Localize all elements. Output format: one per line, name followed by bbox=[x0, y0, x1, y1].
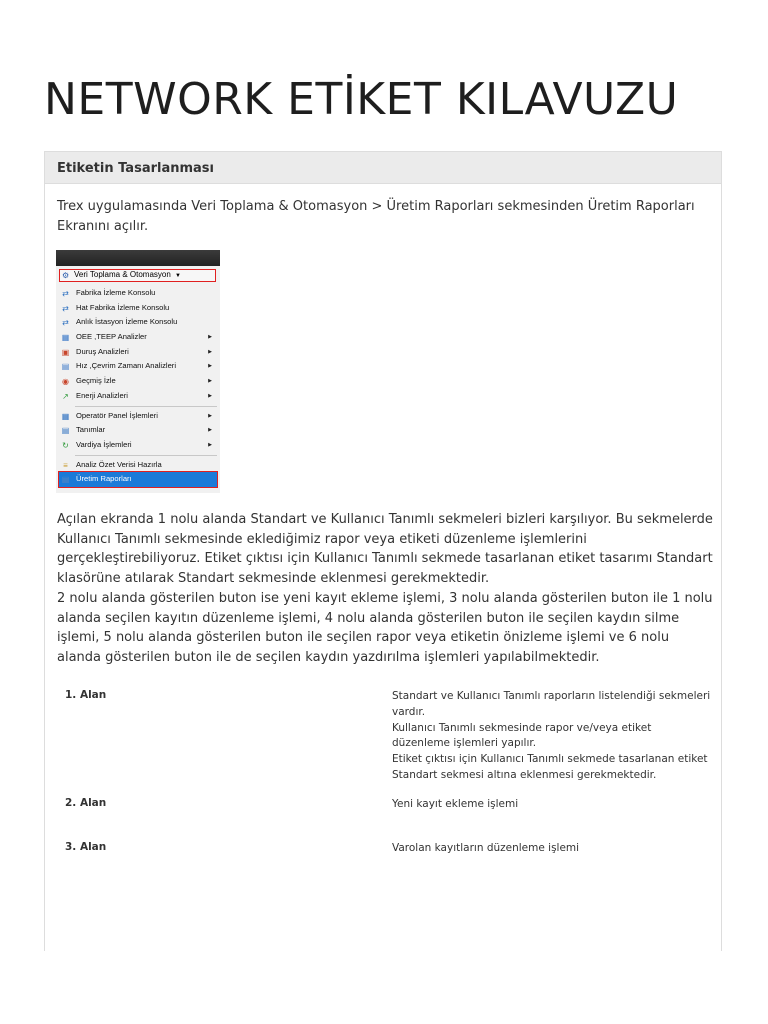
menu-item[interactable] bbox=[59, 472, 217, 487]
chevron-right-icon: ▶ bbox=[208, 427, 212, 434]
menu-item[interactable] bbox=[59, 458, 217, 473]
menu-item-label: Anlık İstasyon İzleme Konsolu bbox=[76, 317, 178, 327]
menu-item[interactable] bbox=[59, 359, 217, 374]
area-description-line: Yeni kayıt ekleme işlemi bbox=[392, 798, 519, 810]
history-icon: ◉ bbox=[62, 377, 69, 387]
menu-item[interactable] bbox=[59, 409, 217, 424]
downtime-icon: ▣ bbox=[61, 347, 70, 357]
operator-panel-icon: ▦ bbox=[61, 411, 70, 421]
menu-item-label: Analiz Özet Verisi Hazırla bbox=[76, 459, 162, 469]
area-description bbox=[392, 689, 712, 784]
shift-icon: ↻ bbox=[62, 440, 69, 450]
automation-icon: ⚙ bbox=[62, 271, 70, 280]
line-monitor-icon: ⇄ bbox=[62, 303, 69, 313]
body-paragraph: Açılan ekranda 1 nolu alanda Standart ve Kullanıcı Tanımlı sekmeleri bizleri karşılıyor. Bu sekmelerde Kullanıcı Tanımlı sekmesinde eklediğimiz rapor veya etiketi düzenleme işlemlerini gerçekleştirebiliyoruz. Etiket çıktısı için Kullanıcı Tanımlı sekmede tasarlanan etiket tasarımı Standart klasörüne atılarak Standart sekmesinde eklenmesi gerekmektedir. bbox=[57, 512, 713, 587]
menu-item-label: Hat Fabrika İzleme Konsolu bbox=[76, 302, 170, 312]
menu-item[interactable] bbox=[59, 286, 217, 301]
menu-item[interactable] bbox=[59, 389, 217, 404]
menu-screenshot bbox=[56, 250, 220, 493]
menu-item-label: Tanımlar bbox=[76, 425, 106, 435]
area-label: 1. Alan bbox=[65, 689, 107, 701]
chevron-right-icon: ▶ bbox=[208, 378, 212, 385]
oee-icon: ▦ bbox=[61, 333, 70, 343]
menu-item-label: OEE ,TEEP Analizler bbox=[76, 332, 147, 342]
menu-header-label: Veri Toplama & Otomasyon bbox=[74, 270, 171, 279]
chevron-right-icon: ▶ bbox=[208, 348, 212, 355]
section-panel bbox=[44, 151, 722, 951]
section-heading: Etiketin Tasarlanması bbox=[45, 152, 721, 184]
menu-item-label: Fabrika İzleme Konsolu bbox=[76, 288, 156, 297]
menu-item[interactable] bbox=[59, 374, 217, 389]
menu-item[interactable] bbox=[59, 330, 217, 345]
intro-paragraph: Trex uygulamasında Veri Toplama & Otomasyon > Üretim Raporları sekmesinden Üretim Raporları Ekranını açılır. bbox=[57, 199, 695, 234]
area-label: 3. Alan bbox=[65, 841, 107, 853]
chevron-down-icon: ▼ bbox=[175, 273, 181, 279]
menu-item[interactable] bbox=[59, 438, 217, 453]
menu-toolbar bbox=[56, 250, 220, 266]
menu-item[interactable] bbox=[59, 301, 217, 316]
area-description bbox=[392, 797, 712, 813]
menu-item[interactable] bbox=[59, 315, 217, 330]
body-paragraph: 2 nolu alanda gösterilen buton ise yeni kayıt ekleme işlemi, 3 nolu alanda gösterilen buton ile 1 nolu alanda seçilen kayıtın düzenleme işlemi, 4 nolu alanda gösterilen buton ile seçilen kaydın silme işlemi, 5 nolu alanda gösterilen buton ile seçilen rapor veya etiketin önizleme işlemi ve 6 nolu alanda gösterilen buton ile de seçilen kaydın yazdırılma işlemleri yapılabilmektedir. bbox=[57, 590, 713, 665]
chevron-right-icon: ▶ bbox=[208, 441, 212, 448]
document-title: NETWORK ETİKET KILAVUZU bbox=[44, 74, 679, 125]
summary-icon: ≡ bbox=[63, 460, 68, 470]
speed-icon: ▤ bbox=[61, 362, 70, 372]
body-text bbox=[57, 510, 717, 668]
menu-list bbox=[59, 286, 217, 487]
area-description-line: Varolan kayıtların düzenleme işlemi bbox=[392, 842, 580, 854]
station-monitor-icon: ⇄ bbox=[62, 318, 69, 328]
factory-monitor-icon: ⇄ bbox=[62, 289, 69, 298]
area-label: 2. Alan bbox=[65, 797, 107, 809]
report-icon: ▤ bbox=[61, 475, 70, 485]
chevron-right-icon: ▶ bbox=[208, 392, 212, 399]
menu-item-label: Hız ,Çevrim Zamanı Analizleri bbox=[76, 361, 177, 371]
menu-separator bbox=[75, 455, 217, 456]
menu-item-label: Duruş Analizleri bbox=[76, 346, 129, 356]
area-description-line: Etiket çıktısı için Kullanıcı Tanımlı sekmede tasarlanan etiket Standart sekmesi altına eklenmesi gerekmektedir. bbox=[392, 753, 708, 781]
menu-item-label: Operatör Panel İşlemleri bbox=[76, 410, 158, 420]
menu-item-label: Geçmiş İzle bbox=[76, 376, 116, 386]
menu-item-label: Üretim Raporları bbox=[76, 474, 132, 484]
area-description-line: Kullanıcı Tanımlı sekmesinde rapor ve/veya etiket düzenleme işlemleri yapılır. bbox=[392, 721, 652, 750]
chevron-right-icon: ▶ bbox=[208, 363, 212, 370]
menu-item[interactable] bbox=[59, 423, 217, 438]
chevron-right-icon: ▶ bbox=[208, 334, 212, 341]
menu-item-label: Enerji Analizleri bbox=[76, 390, 128, 400]
area-description-line: Standart ve Kullanıcı Tanımlı raporların listelendiği sekmeleri vardır. bbox=[392, 690, 711, 718]
menu-item-label: Vardiya İşlemleri bbox=[76, 439, 132, 449]
chevron-right-icon: ▶ bbox=[208, 412, 212, 419]
menu-header[interactable] bbox=[59, 269, 216, 282]
area-description bbox=[392, 841, 712, 857]
energy-icon: ↗ bbox=[62, 391, 69, 401]
menu-item[interactable] bbox=[59, 345, 217, 360]
definitions-icon: ▤ bbox=[61, 426, 70, 436]
menu-separator bbox=[75, 406, 217, 407]
